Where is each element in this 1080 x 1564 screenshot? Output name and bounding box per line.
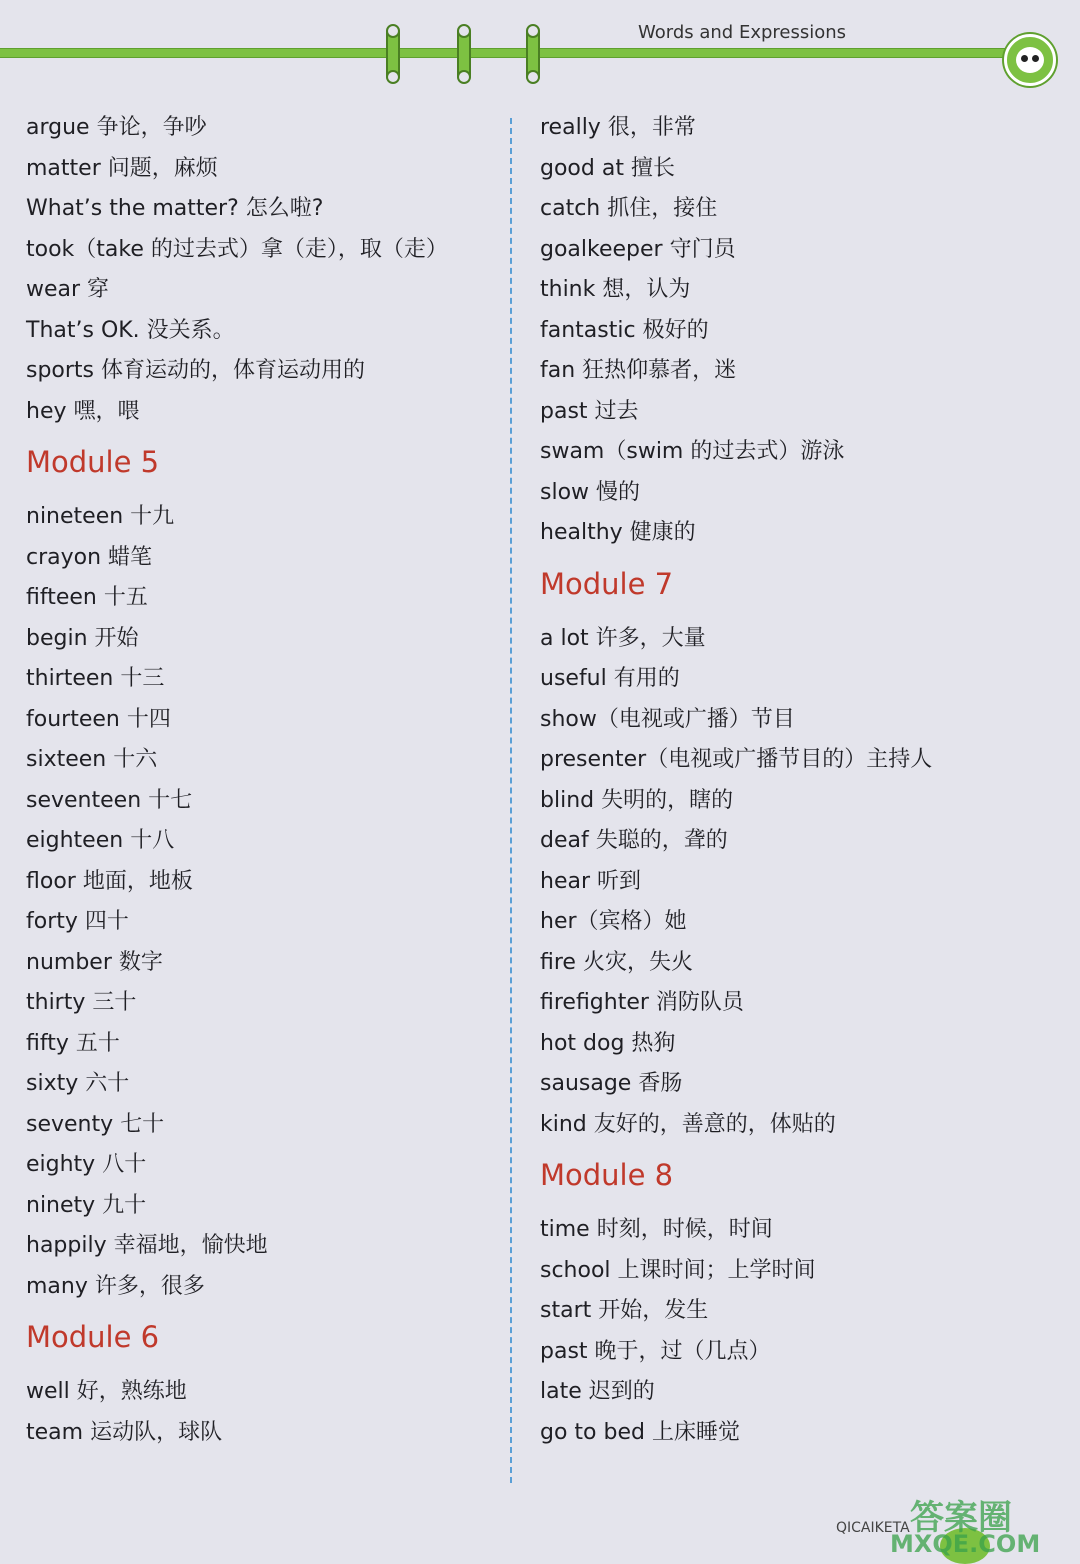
vocab-entry: time 时刻，时候，时间 — [540, 1217, 773, 1242]
watermark-logo — [880, 1490, 1070, 1560]
vocab-entry: hey 嘿，喂 — [26, 398, 140, 424]
vocab-entry: past 晚于，过（几点） — [540, 1338, 771, 1364]
footer-brand: QICAIKETA — [836, 1520, 910, 1536]
vocab-entry: blind 失明的，瞎的 — [540, 787, 734, 813]
vocab-entry: start 开始，发生 — [540, 1298, 709, 1323]
vocab-entry: eighteen 十八 — [26, 828, 175, 853]
vocab-entry: hot dog 热狗 — [540, 1030, 676, 1056]
vocab-entry: good at 擅长 — [540, 155, 675, 181]
vocab-entry: wear 穿 — [26, 277, 110, 302]
vocab-entry: presenter（电视或广播节目的）主持人 — [540, 747, 933, 772]
vocab-entry: floor 地面，地板 — [26, 868, 193, 894]
vocab-entry: sixty 六十 — [26, 1071, 130, 1096]
vocab-entry: sausage 香肠 — [540, 1071, 683, 1096]
vocab-entry: matter 问题，麻烦 — [26, 155, 218, 181]
vocab-entry: well 好，熟练地 — [26, 1379, 187, 1404]
vocab-entry: a lot 许多，大量 — [540, 625, 706, 651]
vocab-entry: catch 抓住，接住 — [540, 196, 718, 221]
vocab-entry: school 上课时间；上学时间 — [540, 1257, 816, 1283]
binder-clip-icon — [386, 26, 400, 82]
vocab-entry: thirty 三十 — [26, 990, 137, 1015]
vocab-entry: slow 慢的 — [540, 479, 641, 505]
vocab-entry: firefighter 消防队员 — [540, 990, 744, 1015]
vocab-entry: nineteen 十九 — [26, 504, 175, 529]
vocab-entry: forty 四十 — [26, 909, 129, 934]
vocab-entry: goalkeeper 守门员 — [540, 236, 736, 262]
vocab-entry: fifteen 十五 — [26, 585, 148, 610]
vocab-entry: sports 体育运动的，体育运动用的 — [26, 358, 366, 383]
vocab-entry: seventeen 十七 — [26, 787, 193, 813]
vocab-entry: eighty 八十 — [26, 1152, 147, 1177]
vocab-entry: fire 火灾，失火 — [540, 949, 693, 975]
panda-mascot-icon — [1004, 34, 1056, 86]
header-bar — [0, 48, 1010, 58]
vocab-entry: fantastic 极好的 — [540, 317, 709, 343]
binder-clip-icon — [457, 26, 471, 82]
vocab-entry: fan 狂热仰慕者，迷 — [540, 358, 737, 383]
vocab-entry: begin 开始 — [26, 625, 139, 651]
vocab-entry: team 运动队，球队 — [26, 1419, 223, 1445]
vocab-entry: thirteen 十三 — [26, 666, 165, 691]
watermark-url: MXQE.COM — [890, 1530, 1041, 1558]
vocab-entry: useful 有用的 — [540, 666, 680, 691]
watermark-title: 答案圈 — [910, 1498, 1012, 1538]
vocab-entry: deaf 失聪的，聋的 — [540, 828, 728, 853]
module-heading: Module 5 — [26, 445, 160, 479]
vocab-entry: late 迟到的 — [540, 1379, 655, 1404]
vocab-entry: took（take 的过去式）拿（走），取（走） — [26, 236, 448, 262]
vocab-entry: swam（swim 的过去式）游泳 — [540, 439, 845, 464]
panda-face-icon — [1016, 47, 1044, 73]
vocab-entry: really 很，非常 — [540, 115, 696, 140]
vocab-entry: think 想，认为 — [540, 277, 691, 302]
module-heading: Module 7 — [540, 566, 674, 601]
vocab-entry: healthy 健康的 — [540, 520, 696, 545]
left-vocab-column — [26, 108, 496, 1453]
module-heading: Module 6 — [26, 1320, 160, 1354]
vocab-entry: show（电视或广播）节目 — [540, 706, 795, 732]
column-divider — [510, 118, 512, 1483]
vocab-entry: fourteen 十四 — [26, 706, 171, 732]
vocab-entry: happily 幸福地，愉快地 — [26, 1233, 268, 1258]
vocab-entry: many 许多，很多 — [26, 1273, 205, 1299]
vocab-entry: number 数字 — [26, 949, 163, 975]
binder-clip-icon — [526, 26, 540, 82]
module-heading: Module 8 — [540, 1158, 674, 1192]
vocab-entry: kind 友好的，善意的，体贴的 — [540, 1111, 836, 1137]
vocab-entry: What’s the matter? 怎么啦? — [26, 196, 324, 221]
vocab-entry: That’s OK. 没关系。 — [26, 317, 235, 343]
vocab-entry: ninety 九十 — [26, 1192, 147, 1218]
page-title: Words and Expressions — [638, 22, 847, 43]
vocab-entry: her（宾格）她 — [540, 909, 687, 934]
vocab-entry: crayon 蜡笔 — [26, 544, 153, 570]
right-vocab-column — [540, 108, 1060, 1453]
vocab-entry: sixteen 十六 — [26, 747, 158, 772]
vocab-entry: argue 争论，争吵 — [26, 115, 207, 140]
vocab-entry: past 过去 — [540, 398, 639, 424]
vocab-entry: fifty 五十 — [26, 1030, 120, 1056]
vocab-entry: seventy 七十 — [26, 1111, 165, 1137]
vocab-entry: hear 听到 — [540, 868, 641, 894]
vocab-entry: go to bed 上床睡觉 — [540, 1419, 740, 1445]
